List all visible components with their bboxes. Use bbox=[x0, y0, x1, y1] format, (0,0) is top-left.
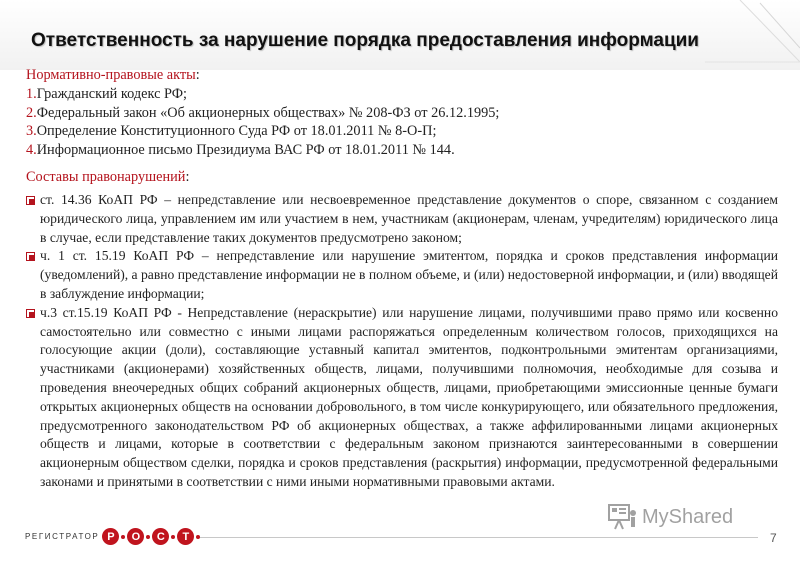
violations-heading-label: Составы правонарушений bbox=[26, 169, 186, 185]
list-text: Определение Конституционного Суда РФ от 18.01.2011 № 8-О-П; bbox=[36, 123, 437, 139]
logo-mark bbox=[102, 528, 202, 545]
checkbox-bullet-icon bbox=[26, 309, 35, 318]
violation-item bbox=[26, 191, 778, 247]
checkbox-bullet-icon bbox=[26, 252, 35, 261]
list-number: 1. bbox=[26, 86, 37, 102]
list-item bbox=[26, 85, 778, 104]
watermark-text: MyShared bbox=[642, 505, 734, 528]
main-content bbox=[26, 66, 778, 492]
list-number: 4. bbox=[26, 141, 37, 158]
checkbox-bullet-icon bbox=[26, 196, 35, 205]
footer-divider bbox=[198, 537, 758, 538]
violation-text: ст. 14.36 КоАП РФ – непредставление или несвоевременное представление документов о споре, связанном с созданием юридического лица, управлением им или участием в нем, участникам (акционерам, членам, учредителям) юридического лица в случае, если представление таких документов предусмотрено законом; bbox=[40, 192, 778, 245]
logo-dot-icon bbox=[171, 535, 175, 539]
logo-dot-icon bbox=[121, 535, 125, 539]
acts-heading-label: Нормативно-правовые акты bbox=[26, 67, 196, 83]
violations-heading bbox=[26, 168, 778, 187]
registrar-logo bbox=[25, 528, 202, 545]
acts-heading-colon: : bbox=[195, 67, 200, 83]
logo-letter: Р bbox=[102, 528, 119, 545]
page-title: Ответственность за нарушение порядка предоставления информации bbox=[31, 30, 699, 51]
list-number: 3. bbox=[26, 123, 37, 139]
violations-heading-colon: : bbox=[185, 169, 190, 185]
violation-text: ч. 1 ст. 15.19 КоАП РФ – непредставление или нарушение эмитентом, порядка и сроков представления информации (уведомлений), а равно представление информации не в полном объеме, и (или) недостоверной информации, и (или) вводящей в заблуждение информации; bbox=[40, 248, 778, 301]
violation-text: ч.3 ст.15.19 КоАП РФ - Непредставление (нераскрытие) или нарушение лицами, получившими право прямо или косвенно самостоятельно или совместно с иными лицами распоряжаться определенным количеством голосов, приходящихся на голосующие акции (доли), составляющие уставный капитал эмитентов, подконтрольными эмитентам организациями, участниками (акционерами) хозяйственных обществ, лицами, получившими полномочия, необходимые для созыва и проведения внеочередных общих собраний акционерных обществ, лицами, приобретающими эмиссионные ценные бумаги открытых акционерных обществ на основании добровольного, в том числе конкурирующего, или обязательного предложения, предусмотренного законодательством РФ об акционерных обществах, а также аффилированными лицами акционерных обществ и лицами, которые в соответствии с федеральным законом признаются заинтересованными в совершении акционерным обществом сделки, порядка и сроков представления (раскрытия) информации, предусмотренной федеральными законами и принятыми в соответствии с ними иными нормативными правовыми актами. bbox=[40, 304, 778, 489]
list-number: 2. bbox=[26, 104, 37, 121]
acts-heading bbox=[26, 66, 778, 85]
violation-item bbox=[26, 304, 778, 492]
logo-dot-icon bbox=[146, 535, 150, 539]
page-number: 7 bbox=[770, 531, 777, 545]
list-text: Информационное письмо Президиума ВАС РФ от 18.01.2011 № 144. bbox=[36, 141, 455, 158]
list-text: Гражданский кодекс РФ; bbox=[36, 86, 187, 102]
list-item bbox=[26, 122, 778, 141]
logo-dot-icon bbox=[196, 535, 200, 539]
list-text: Федеральный закон «Об акционерных обществах» № 208-ФЗ от 26.12.1995; bbox=[36, 104, 500, 121]
presentation-board-icon bbox=[608, 504, 638, 530]
logo-prefix: РЕГИСТРАТОР bbox=[25, 532, 100, 541]
violation-item bbox=[26, 247, 778, 303]
acts-list bbox=[26, 85, 778, 159]
logo-letter: С bbox=[152, 528, 169, 545]
list-item bbox=[26, 141, 778, 160]
logo-letter: Т bbox=[177, 528, 194, 545]
watermark bbox=[608, 504, 733, 530]
list-item bbox=[26, 104, 778, 123]
logo-letter: О bbox=[127, 528, 144, 545]
